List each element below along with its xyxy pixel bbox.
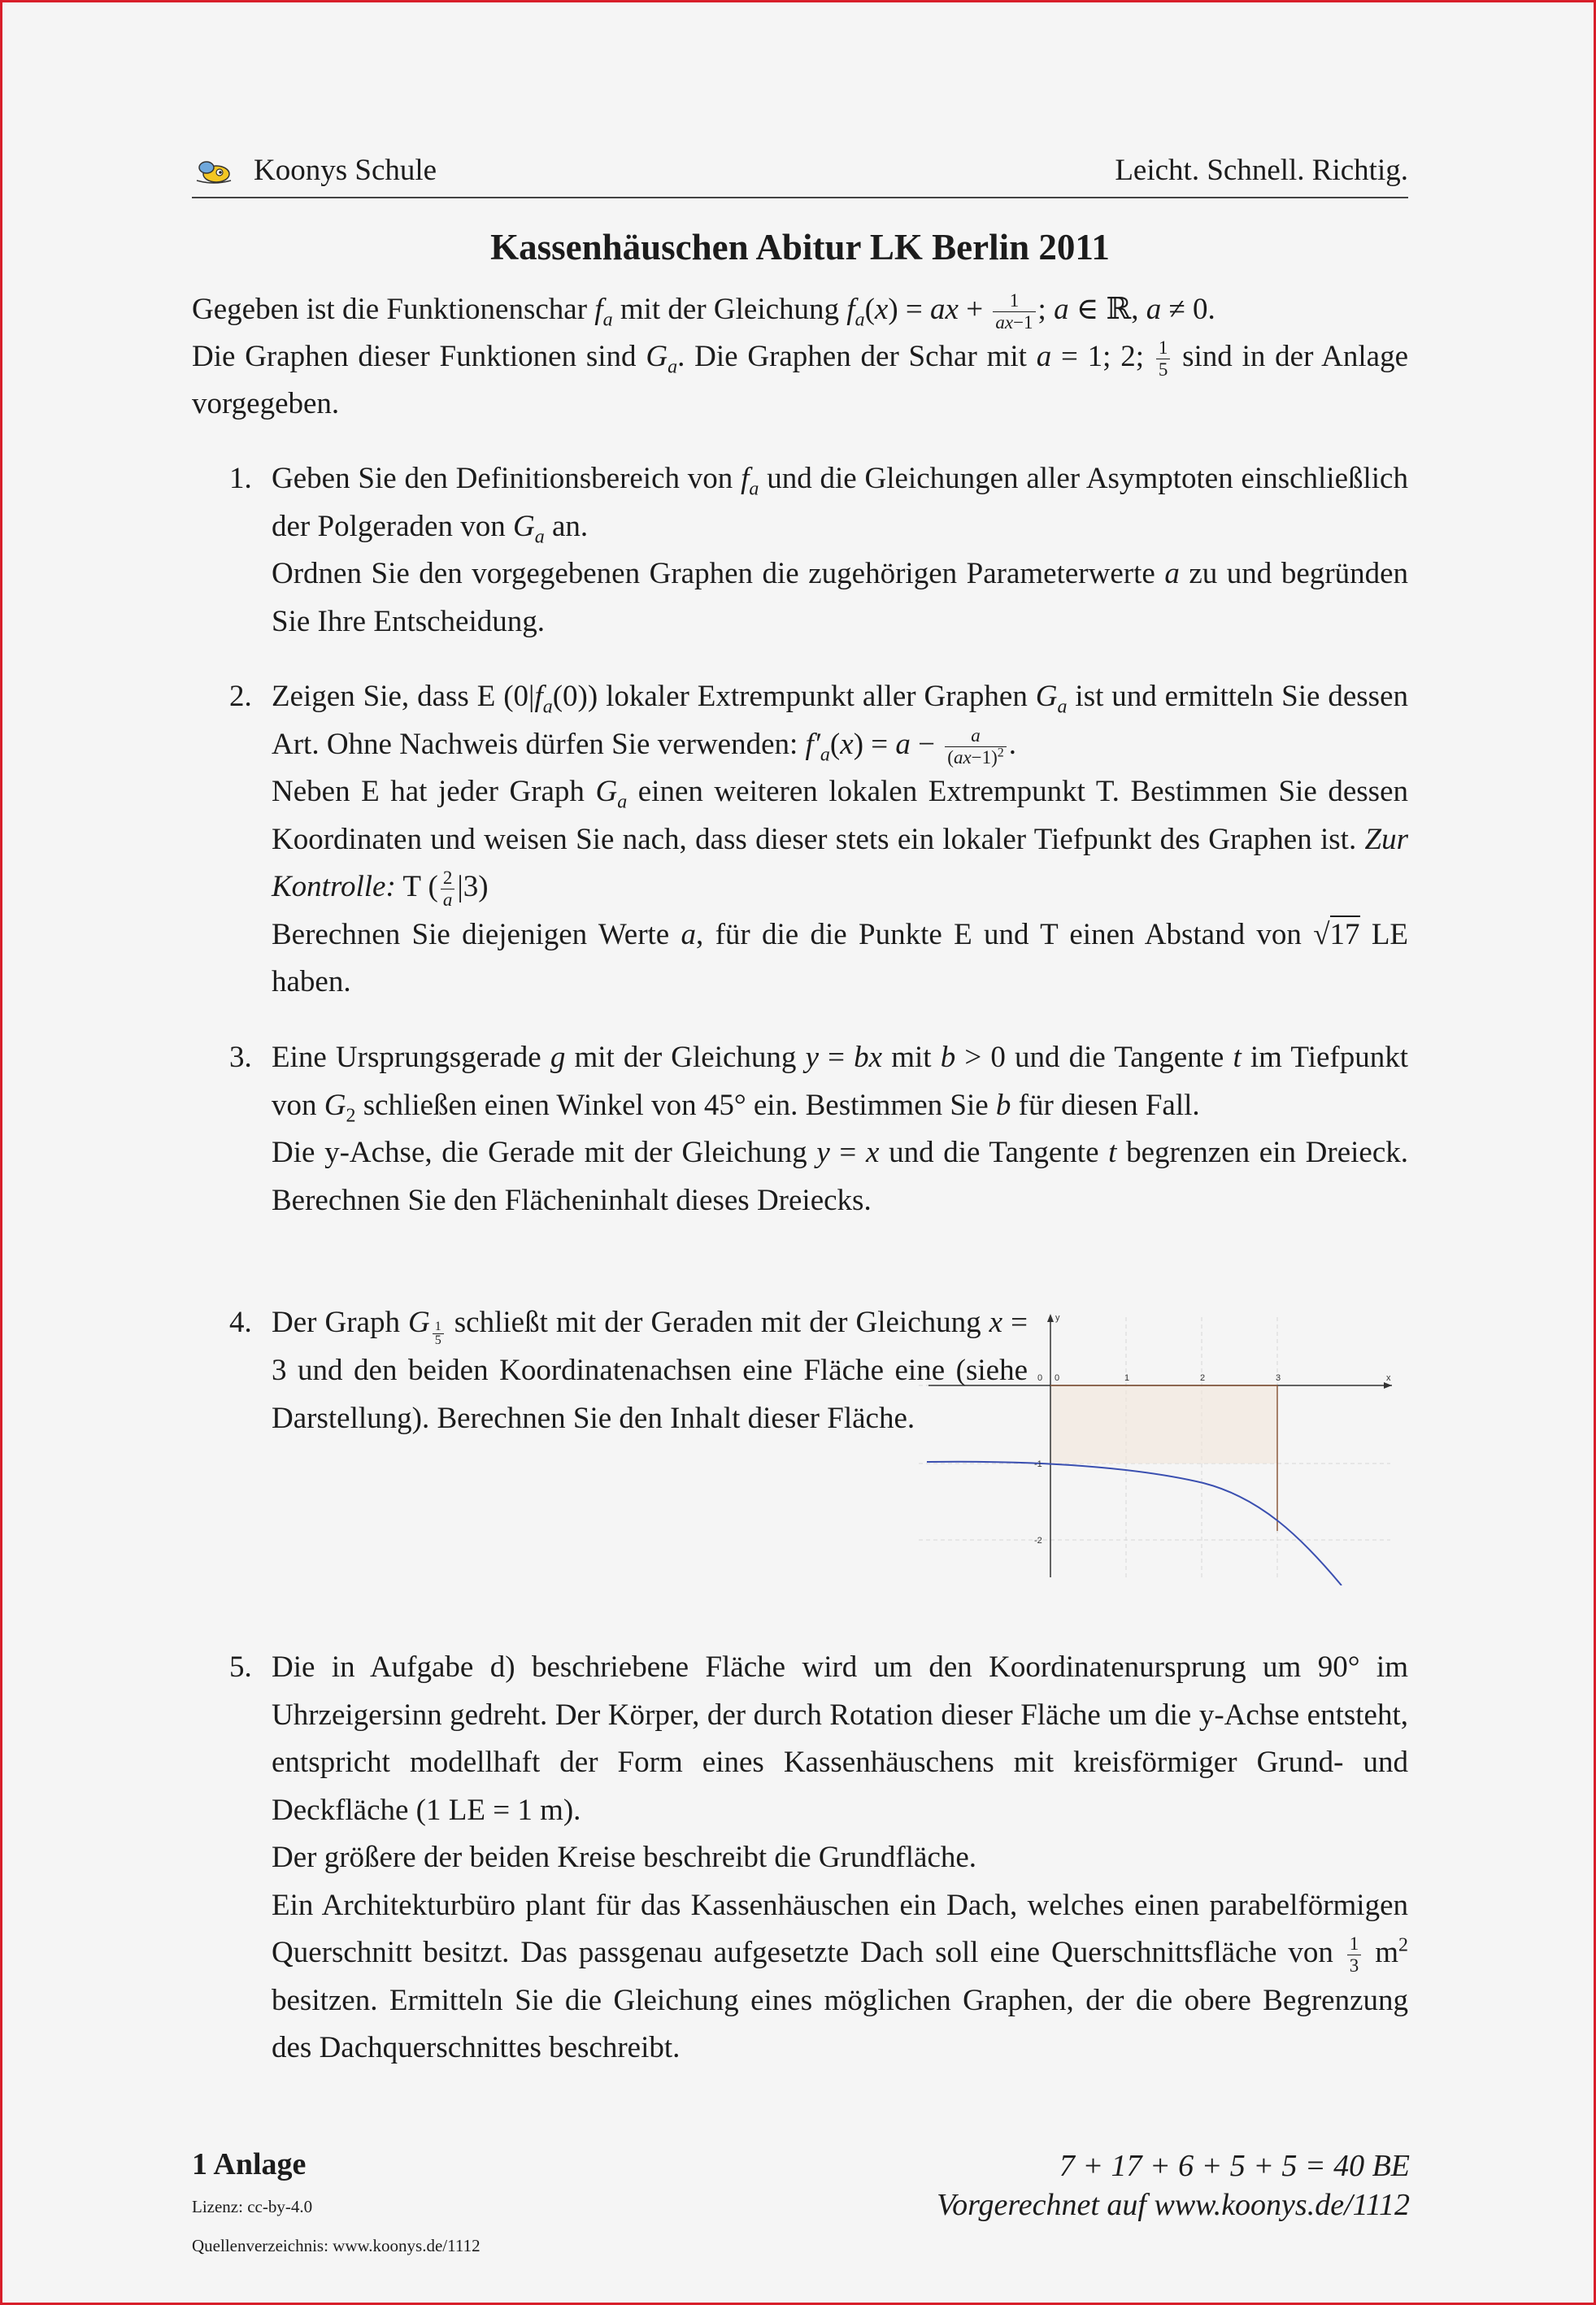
function-curve [927,1462,1342,1585]
y-tick-label: -2 [1034,1536,1042,1546]
task-number: 4. [229,1306,252,1339]
slogan: Leicht. Schnell. Richtig. [1115,154,1408,187]
task-body: Der Graph G $_{\frac{1}{5}}$ schließt mit der Geraden mit der Gleichung x = 3 und den beiden Koordinatenachsen eine Fläche eine (siehe Darstellung). Berechnen Sie den Inhalt dieser Fläche. [272,1306,1028,1435]
task-body: Eine Ursprungsgerade g mit der Gleichung y = bx mit b > 0 und die Tangente t im Tiefpunkt von $G_2$ schließen einen Winkel von 45° ein. Bestimmen Sie b für diesen Fall. Die y-Achse, die Gerade mit der Gleichung y = x und die Tangente t begrenzen ein Dreieck. Berechnen Sie den Flächeninhalt dieses Dreiecks. [272,1041,1409,1217]
license-text: Lizenz: cc-by-4.0 [192,2197,313,2216]
intro-text: . Die Graphen der Schar mit [677,340,1027,374]
intro-text: Die Graphen dieser Funktionen sind [192,340,637,374]
page-header [192,150,1408,198]
task-body: Zeigen Sie, dass E $(0|f_a(0))$ lokaler Extrempunkt aller Graphen $G_a$ ist und ermitteln Sie dessen Art. Ohne Nachweis dürfen Sie verwenden: $f'_a(x) = a$ − $\frac{a}{(ax-1)^2}$ . Neben E hat jeder Graph $G_a$ einen weiteren lokalen Extrempunkt T. Bestimmen Sie dessen Koordinaten und weisen Sie nach, dass dieser stets ein lokaler Tiefpunkt des Graphen ist. Zur Kontrolle: T ( $\frac{2}{a}$ |3) Berechnen Sie diejenigen Werte a, für die die Punkte E und T einen Abstand von √17 LE haben. [272,680,1409,998]
x-axis-label: x [1386,1373,1391,1383]
origin-label: 0 [1037,1373,1043,1383]
koonys-logo-icon [195,156,233,185]
footer-right [937,2146,1410,2225]
brand-name: Koonys Schule [254,154,437,187]
sources-text: Quellenverzeichnis: www.koonys.de/1112 [192,2236,481,2255]
intro-text: Gegeben ist die Funktionenschar [192,293,588,326]
task-number: 1. [229,462,252,495]
footer-left [192,2146,306,2182]
page-title: Kassenhäuschen Abitur LK Berlin 2011 [490,227,1110,267]
intro-paragraph: Gegeben ist die Funktionenschar $f_a$ mit der Gleichung $f_a(x)$ = ax + $\frac{1}{ax-1}$ ; a ∈ ℝ, a ≠ 0. Die Graphen dieser Funktionen sind $G_a$. Die Graphen der Schar mit a = 1; 2; $\frac{1}{5}$ sind in der Anlage vorgegeben. [192,290,1409,421]
solution-link[interactable]: Vorgerechnet auf www.koonys.de/1112 [937,2188,1410,2222]
task-body: Die in Aufgabe d) beschriebene Fläche wird um den Koordinatenursprung um 90° im Uhrzeigersinn gedreht. Der Körper, der durch Rotation dieser Fläche um die y-Achse entsteht, entspricht modellhaft der Form eines Kassenhäuschens mit kreisförmiger Grund- und Deckfläche (1 LE = 1 m). Der größere der beiden Kreise beschreibt die Grundfläche. Ein Architekturbüro plant für das Kassenhäuschen ein Dach, welches einen parabelförmigen Querschnitt besitzt. Das passgenau aufgesetzte Dach soll eine Querschnittsfläche von $\frac{1}{3}$ $m^2$ besitzen. Ermitteln Sie die Gleichung eines möglichen Graphen, der die obere Begrenzung des Dachquerschnittes beschreibt. [272,1650,1409,2064]
x-tick-label: 3 [1276,1373,1281,1383]
y-axis-arrow-icon [1047,1314,1054,1322]
x-tick-label: 1 [1124,1373,1130,1383]
intro-text: mit der Gleichung [620,293,840,326]
intro-text: sind in der Anlage vorgegeben. [192,340,1409,421]
x-axis-arrow-icon [1384,1382,1392,1389]
shaded-area [1050,1385,1277,1463]
task-body: Geben Sie den Definitionsbereich von $f_a$ und die Gleichungen aller Asymptoten einschließlich der Polgeraden von $G_a$ an. Ordnen Sie den vorgegebenen Graphen die zugehörigen Parameterwerte a zu und begründen Sie Ihre Entscheidung. [272,462,1408,638]
x-tick-label: 2 [1200,1373,1206,1383]
anlage-label: 1 Anlage [192,2147,307,2181]
y-tick-label: -1 [1034,1459,1042,1469]
y-axis-label: y [1055,1313,1060,1323]
graph-figure [894,1309,1398,1585]
task-number: 5. [229,1650,252,1684]
x-tick-label: 0 [1055,1373,1060,1383]
points-total: 7 + 17 + 6 + 5 + 5 = 40 BE [1059,2149,1410,2183]
task-number: 2. [229,680,252,713]
task-number: 3. [229,1041,252,1074]
